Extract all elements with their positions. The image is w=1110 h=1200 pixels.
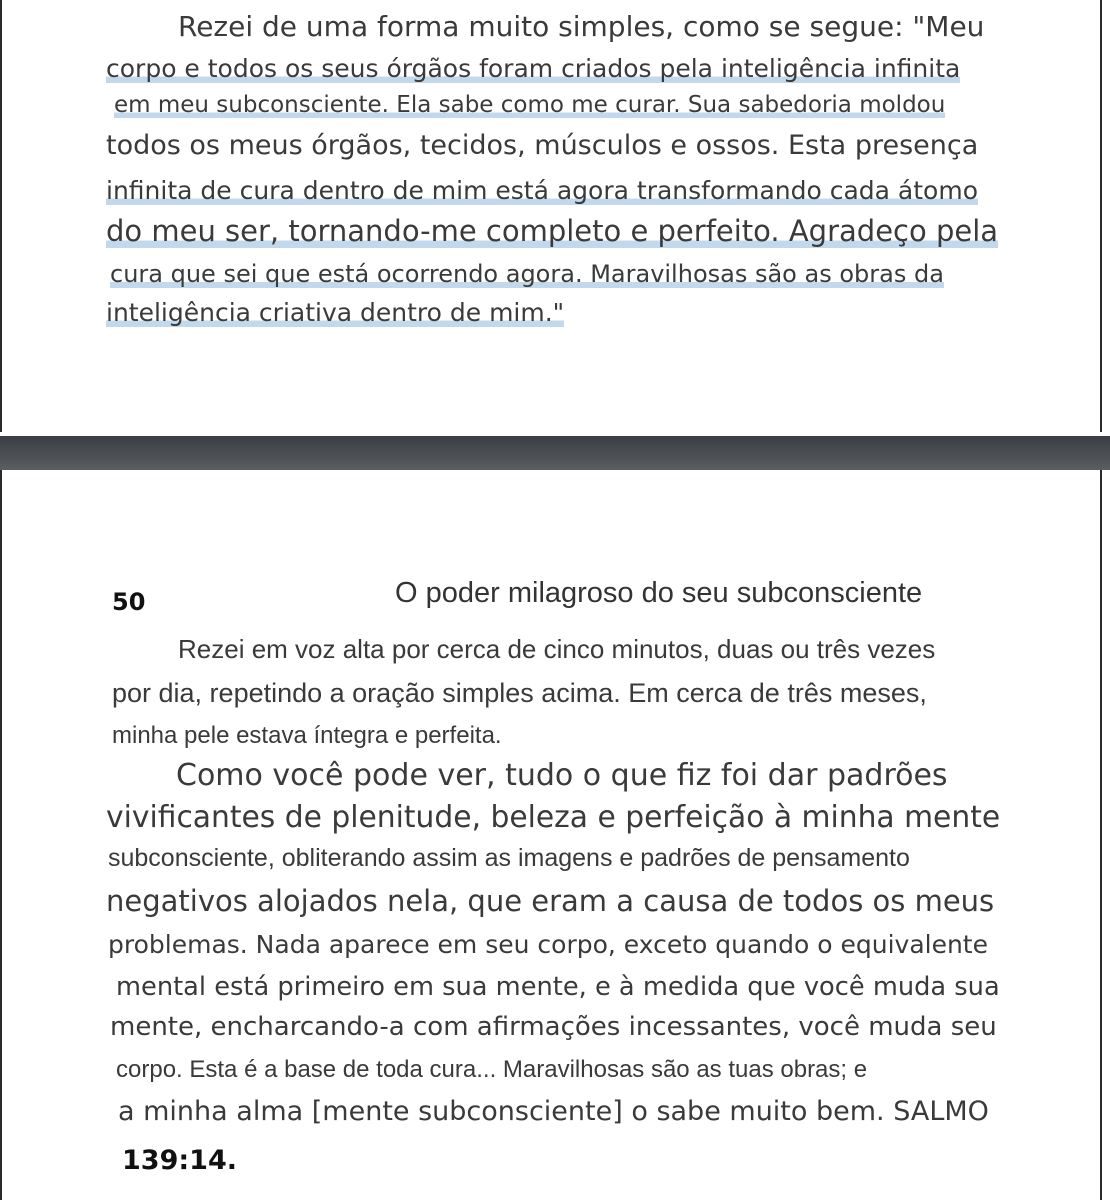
text-line: negativos alojados nela, que eram a causa de todos os meus — [106, 884, 995, 918]
page-number: 50 — [112, 588, 146, 616]
text-line: Rezei de uma forma muito simples, como se segue: "Meu — [178, 10, 985, 43]
text-line: corpo. Esta é a base de toda cura... Maravilhosas são as tuas obras; e — [116, 1056, 868, 1083]
text-line: subconsciente, obliterando assim as imagens e padrões de pensamento — [108, 844, 910, 872]
text-line: todos os meus órgãos, tecidos, músculos e ossos. Esta presença — [106, 130, 979, 161]
running-head: O poder milagroso do seu subconsciente — [395, 577, 923, 609]
text-line: mente, encharcando-a com afirmações incessantes, você muda seu — [110, 1012, 997, 1042]
text-line: corpo e todos os seus órgãos foram criados pela inteligência infinita — [106, 54, 961, 83]
text-line: do meu ser, tornando-me completo e perfeito. Agradeço pela — [106, 214, 999, 248]
text-line: em meu subconsciente. Ela sabe como me curar. Sua sabedoria moldou — [114, 92, 946, 118]
text-line: Rezei em voz alta por cerca de cinco minutos, duas ou três vezes — [178, 634, 936, 664]
text-line: problemas. Nada aparece em seu corpo, exceto quando o equivalente — [108, 930, 988, 959]
text-line: minha pele estava íntegra e perfeita. — [112, 722, 502, 749]
text-line: a minha alma [mente subconsciente] o sabe muito bem. SALMO — [118, 1096, 989, 1127]
text-line: inteligência criativa dentro de mim." — [106, 298, 565, 327]
text-line: por dia, repetindo a oração simples acima. Em cerca de três meses, — [112, 678, 927, 708]
text-line: vivificantes de plenitude, beleza e perfeição à minha mente — [106, 800, 1001, 835]
text-line: mental está primeiro em sua mente, e à medida que você muda sua — [116, 972, 1000, 1002]
verse-reference: 139:14. — [122, 1145, 237, 1176]
text-line: infinita de cura dentro de mim está agora transformando cada átomo — [106, 176, 978, 205]
text-line: Como você pode ver, tudo o que fiz foi dar padrões — [176, 758, 948, 793]
text-line: cura que sei que está ocorrendo agora. Maravilhosas são as obras da — [110, 260, 944, 288]
page-divider — [0, 436, 1110, 470]
top-page — [0, 0, 1102, 432]
